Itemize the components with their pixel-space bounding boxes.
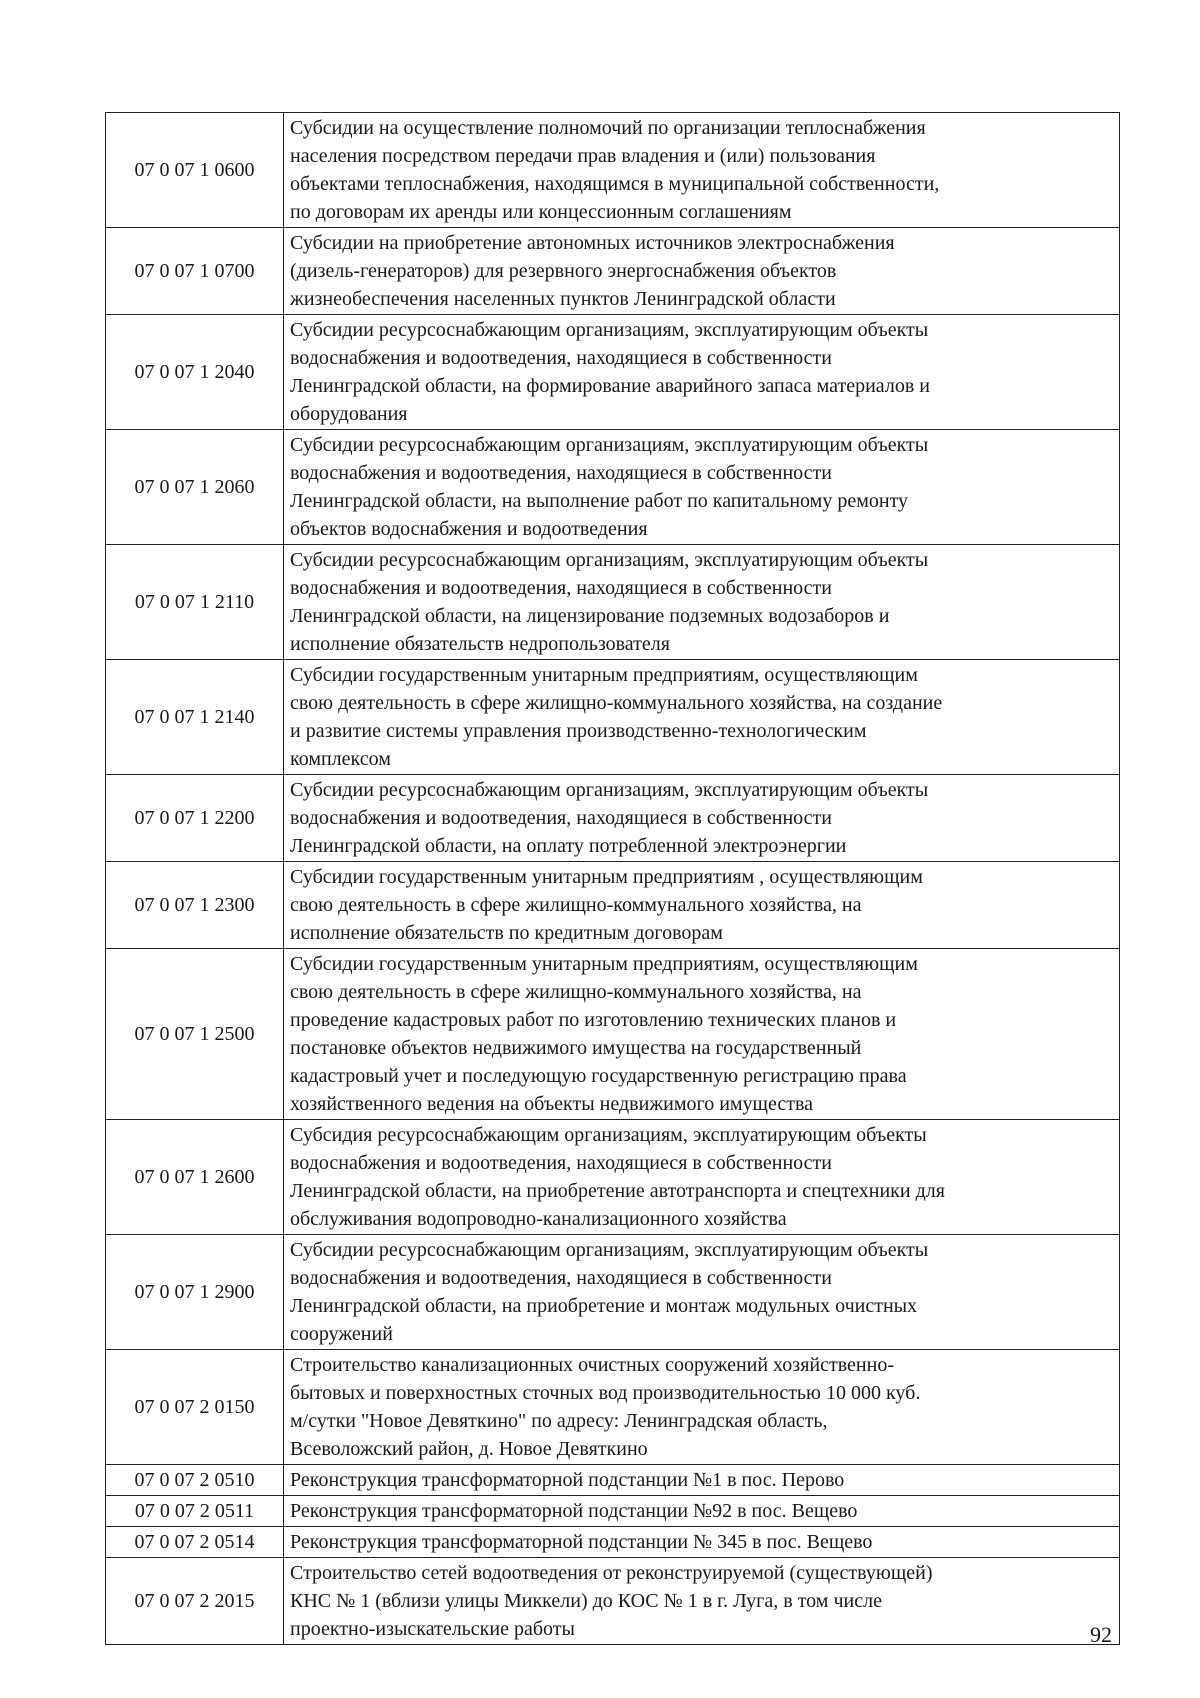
description-line: Ленинградской области, на приобретение и монтаж модульных очистных (290, 1295, 918, 1317)
description-line: Субсидии на приобретение автономных источников электроснабжения (290, 232, 895, 254)
classification-code-cell: 07 0 07 1 0700 (106, 228, 284, 315)
description-line: Ленинградской области, на лицензирование подземных водозаборов и (290, 605, 890, 627)
description-cell (284, 1120, 1120, 1235)
description-line: водоснабжения и водоотведения, находящиеся в собственности (290, 462, 832, 484)
description-cell (284, 228, 1120, 315)
description-line: свою деятельность в сфере жилищно-коммунального хозяйства, на создание (290, 692, 943, 714)
description-cell (284, 430, 1120, 545)
classification-code-cell: 07 0 07 2 0514 (106, 1527, 284, 1558)
classification-code-cell: 07 0 07 1 0600 (106, 113, 284, 228)
table-row (106, 1350, 1120, 1465)
description-line: свою деятельность в сфере жилищно-коммунального хозяйства, на (290, 981, 862, 1003)
description-cell (284, 1465, 1120, 1496)
description-line: Субсидии государственным унитарным предприятиям , осуществляющим (290, 866, 923, 888)
table-row (106, 1527, 1120, 1558)
description-line: сооружений (290, 1323, 393, 1345)
budget-code-table (105, 112, 1120, 1645)
table-row (106, 775, 1120, 862)
classification-code-cell: 07 0 07 1 2200 (106, 775, 284, 862)
description-line: Субсидии государственным унитарным предприятиям, осуществляющим (290, 953, 918, 975)
description-line: Субсидии на осуществление полномочий по организации теплоснабжения (290, 117, 926, 139)
description-line: жизнеобеспечения населенных пунктов Ленинградской области (290, 288, 836, 310)
table-row (106, 660, 1120, 775)
classification-code-cell: 07 0 07 1 2140 (106, 660, 284, 775)
description-line: Реконструкция трансформаторной подстанции № 345 в пос. Вещево (290, 1531, 873, 1553)
description-line: водоснабжения и водоотведения, находящиеся в собственности (290, 807, 832, 829)
description-line: (дизель-генераторов) для резервного энергоснабжения объектов (290, 260, 837, 282)
description-line: свою деятельность в сфере жилищно-коммунального хозяйства, на (290, 894, 862, 916)
description-cell (284, 1558, 1120, 1645)
description-line: водоснабжения и водоотведения, находящиеся в собственности (290, 347, 832, 369)
description-line: Ленинградской области, на оплату потребленной электроэнергии (290, 835, 847, 857)
description-line: кадастровый учет и последующую государственную регистрацию права (290, 1065, 907, 1087)
table-row (106, 1496, 1120, 1527)
description-line: Субсидии государственным унитарным предприятиям, осуществляющим (290, 664, 918, 686)
description-cell (284, 1350, 1120, 1465)
description-line: Ленинградской области, на выполнение работ по капитальному ремонту (290, 490, 909, 512)
table-row (106, 228, 1120, 315)
description-line: Ленинградской области, на приобретение автотранспорта и спецтехники для (290, 1180, 945, 1202)
description-cell (284, 775, 1120, 862)
description-line: объектов водоснабжения и водоотведения (290, 518, 648, 540)
description-line: постановке объектов недвижимого имущества на государственный (290, 1037, 862, 1059)
description-cell (284, 1527, 1120, 1558)
description-line: Строительство сетей водоотведения от реконструируемой (существующей) (290, 1562, 933, 1584)
table-row (106, 315, 1120, 430)
classification-code-cell: 07 0 07 2 0510 (106, 1465, 284, 1496)
description-cell (284, 1235, 1120, 1350)
description-line: м/сутки "Новое Девяткино" по адресу: Ленинградская область, (290, 1410, 828, 1432)
classification-code-cell: 07 0 07 1 2500 (106, 949, 284, 1120)
table-body (106, 113, 1120, 1645)
description-line: Субсидия ресурсоснабжающим организациям, эксплуатирующим объекты (290, 1124, 927, 1146)
page-number: 92 (1090, 1622, 1112, 1647)
description-line: по договорам их аренды или концессионным соглашениям (290, 201, 792, 223)
description-line: водоснабжения и водоотведения, находящиеся в собственности (290, 1152, 832, 1174)
description-line: бытовых и поверхностных сточных вод производительностью 10 000 куб. (290, 1382, 921, 1404)
description-cell (284, 949, 1120, 1120)
classification-code-cell: 07 0 07 1 2110 (106, 545, 284, 660)
table-row (106, 545, 1120, 660)
classification-code-cell: 07 0 07 1 2040 (106, 315, 284, 430)
table-row (106, 1465, 1120, 1496)
description-line: водоснабжения и водоотведения, находящиеся в собственности (290, 577, 832, 599)
description-cell (284, 113, 1120, 228)
description-line: комплексом (290, 748, 391, 770)
classification-code-cell: 07 0 07 2 0511 (106, 1496, 284, 1527)
description-cell (284, 545, 1120, 660)
classification-code-cell: 07 0 07 2 2015 (106, 1558, 284, 1645)
description-cell (284, 862, 1120, 949)
classification-code-cell: 07 0 07 1 2060 (106, 430, 284, 545)
description-line: исполнение обязательств по кредитным договорам (290, 922, 723, 944)
description-line: населения посредством передачи прав владения и (или) пользования (290, 145, 876, 167)
table-row (106, 862, 1120, 949)
classification-code-cell: 07 0 07 1 2300 (106, 862, 284, 949)
description-line: хозяйственного ведения на объекты недвижимого имущества (290, 1093, 814, 1115)
table-row (106, 430, 1120, 545)
table-row (106, 113, 1120, 228)
description-line: водоснабжения и водоотведения, находящиеся в собственности (290, 1267, 832, 1289)
description-line: проведение кадастровых работ по изготовлению технических планов и (290, 1009, 897, 1031)
description-line: Всеволожский район, д. Новое Девяткино (290, 1438, 648, 1460)
description-line: объектами теплоснабжения, находящимся в муниципальной собственности, (290, 173, 940, 195)
classification-code-cell: 07 0 07 1 2900 (106, 1235, 284, 1350)
description-cell (284, 660, 1120, 775)
description-line: Ленинградской области, на формирование аварийного запаса материалов и (290, 375, 930, 397)
description-line: КНС № 1 (вблизи улицы Миккели) до КОС № 1 в г. Луга, в том числе (290, 1590, 882, 1612)
description-line: и развитие системы управления производственно-технологическим (290, 720, 867, 742)
description-line: проектно-изыскательские работы (290, 1618, 575, 1640)
description-line: Строительство канализационных очистных сооружений хозяйственно- (290, 1354, 894, 1376)
description-line: Субсидии ресурсоснабжающим организациям, эксплуатирующим объекты (290, 1239, 929, 1261)
description-line: оборудования (290, 403, 408, 425)
table-row (106, 1558, 1120, 1645)
description-cell (284, 1496, 1120, 1527)
table-row (106, 1235, 1120, 1350)
classification-code-cell: 07 0 07 1 2600 (106, 1120, 284, 1235)
description-line: Субсидии ресурсоснабжающим организациям, эксплуатирующим объекты (290, 779, 929, 801)
table-row (106, 1120, 1120, 1235)
description-line: Субсидии ресурсоснабжающим организациям, эксплуатирующим объекты (290, 319, 929, 341)
description-line: Субсидии ресурсоснабжающим организациям, эксплуатирующим объекты (290, 434, 929, 456)
classification-code-cell: 07 0 07 2 0150 (106, 1350, 284, 1465)
description-line: Реконструкция трансформаторной подстанции №92 в пос. Вещево (290, 1500, 858, 1522)
description-line: Субсидии ресурсоснабжающим организациям, эксплуатирующим объекты (290, 549, 929, 571)
description-line: Реконструкция трансформаторной подстанции №1 в пос. Перово (290, 1469, 845, 1491)
description-cell (284, 315, 1120, 430)
table-row (106, 949, 1120, 1120)
description-line: обслуживания водопроводно-канализационного хозяйства (290, 1208, 787, 1230)
description-line: исполнение обязательств недропользователя (290, 633, 670, 655)
